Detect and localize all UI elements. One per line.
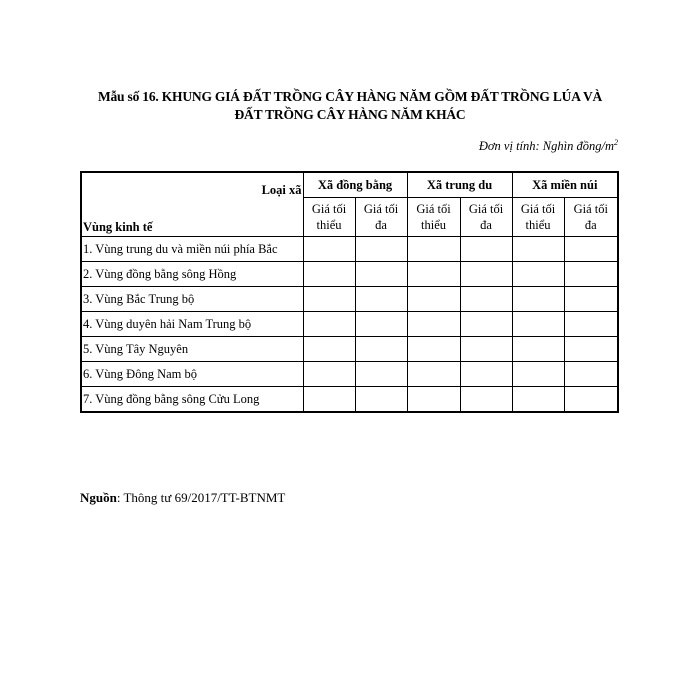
price-cell xyxy=(512,312,564,337)
subheader-min: Giá tối thiểu xyxy=(303,198,355,237)
price-cell xyxy=(460,287,512,312)
price-cell xyxy=(303,362,355,387)
price-cell xyxy=(512,237,564,262)
unit-superscript: 2 xyxy=(614,138,618,147)
corner-commune-type-label: Loại xã xyxy=(261,183,302,197)
price-cell xyxy=(303,337,355,362)
region-name: 3. Vùng Bắc Trung bộ xyxy=(81,287,303,312)
price-cell xyxy=(355,262,407,287)
price-cell xyxy=(512,362,564,387)
price-cell xyxy=(460,337,512,362)
price-cell xyxy=(460,237,512,262)
price-cell xyxy=(564,237,618,262)
price-cell xyxy=(564,287,618,312)
price-cell xyxy=(407,337,460,362)
price-cell xyxy=(564,337,618,362)
corner-region-label: Vùng kinh tế xyxy=(83,220,153,234)
price-cell xyxy=(512,387,564,413)
subheader-max: Giá tối đa xyxy=(355,198,407,237)
price-cell xyxy=(407,237,460,262)
price-cell xyxy=(407,287,460,312)
price-cell xyxy=(564,362,618,387)
price-cell xyxy=(460,262,512,287)
price-cell xyxy=(407,312,460,337)
subheader-min: Giá tối thiểu xyxy=(407,198,460,237)
price-cell xyxy=(512,262,564,287)
header-row-groups xyxy=(81,172,618,198)
table-row xyxy=(81,337,618,362)
price-cell xyxy=(303,237,355,262)
table-row xyxy=(81,262,618,287)
group-header-delta: Xã đồng bằng xyxy=(303,172,407,198)
price-cell xyxy=(303,387,355,413)
price-cell xyxy=(355,237,407,262)
title-line-2: ĐẤT TRỒNG CÂY HÀNG NĂM KHÁC xyxy=(234,107,466,122)
price-cell xyxy=(407,262,460,287)
price-cell xyxy=(564,262,618,287)
source-label: Nguồn xyxy=(80,490,117,505)
price-cell xyxy=(407,387,460,413)
price-cell xyxy=(355,337,407,362)
price-cell xyxy=(355,362,407,387)
price-cell xyxy=(407,362,460,387)
region-name: 4. Vùng duyên hải Nam Trung bộ xyxy=(81,312,303,337)
price-cell xyxy=(460,362,512,387)
price-cell xyxy=(303,287,355,312)
region-name: 6. Vùng Đông Nam bộ xyxy=(81,362,303,387)
region-name: 7. Vùng đồng bằng sông Cửu Long xyxy=(81,387,303,413)
price-cell xyxy=(355,312,407,337)
region-name: 5. Vùng Tây Nguyên xyxy=(81,337,303,362)
unit-note xyxy=(479,138,618,154)
group-header-midland: Xã trung du xyxy=(407,172,512,198)
region-name: 1. Vùng trung du và miền núi phía Bắc xyxy=(81,237,303,262)
subheader-max: Giá tối đa xyxy=(564,198,618,237)
document-title xyxy=(80,88,620,124)
price-cell xyxy=(355,287,407,312)
price-cell xyxy=(460,387,512,413)
table-row xyxy=(81,362,618,387)
group-header-mountain: Xã miền núi xyxy=(512,172,618,198)
header-corner xyxy=(81,172,303,237)
price-table xyxy=(80,171,619,413)
source-note xyxy=(80,490,285,506)
title-line-1: Mẫu số 16. KHUNG GIÁ ĐẤT TRỒNG CÂY HÀNG NĂM GỒM ĐẤT TRỒNG LÚA VÀ xyxy=(97,89,603,104)
subheader-max: Giá tối đa xyxy=(460,198,512,237)
price-cell xyxy=(564,312,618,337)
subheader-min: Giá tối thiểu xyxy=(512,198,564,237)
price-cell xyxy=(303,262,355,287)
price-cell xyxy=(512,337,564,362)
unit-text: Đơn vị tính: Nghìn đồng/m xyxy=(478,139,614,154)
region-name: 2. Vùng đồng bằng sông Hồng xyxy=(81,262,303,287)
price-cell xyxy=(355,387,407,413)
table-row xyxy=(81,387,618,413)
source-text: : Thông tư 69/2017/TT-BTNMT xyxy=(116,490,286,505)
price-cell xyxy=(303,312,355,337)
table-row xyxy=(81,312,618,337)
price-cell xyxy=(460,312,512,337)
price-cell xyxy=(564,387,618,413)
table-row xyxy=(81,287,618,312)
table-row xyxy=(81,237,618,262)
price-cell xyxy=(512,287,564,312)
